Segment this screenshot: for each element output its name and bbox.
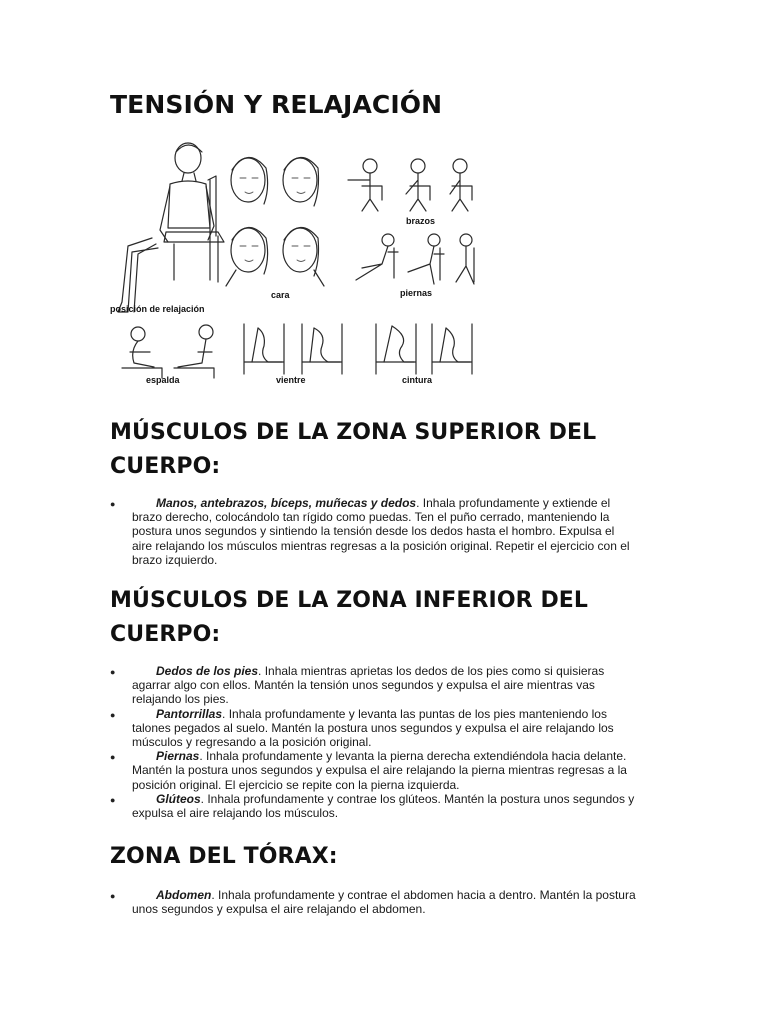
item-text: . Inhala profundamente y levanta la pierna derecha extendiéndola hacia delante. Mantén la postura unos segundos y expulsa el aire relajando la pierna mientras regresas a la posición original. El ejercicio se repite con la pierna izquierda. bbox=[132, 749, 627, 792]
item-term: Piernas bbox=[156, 749, 200, 764]
seated-woman-drawing bbox=[118, 143, 224, 312]
relaxation-illustration bbox=[108, 140, 480, 388]
list-item bbox=[110, 888, 636, 916]
section-heading-lower: MÚSCULOS DE LA ZONA INFERIOR DEL CUERPO: bbox=[110, 588, 589, 647]
label-vientre: vientre bbox=[276, 375, 306, 385]
label-cintura: cintura bbox=[402, 375, 433, 385]
bullet-icon: ● bbox=[110, 709, 116, 720]
bullet-icon: ● bbox=[110, 667, 116, 677]
section-heading-upper: MÚSCULOS DE LA ZONA SUPERIOR DEL CUERPO: bbox=[110, 420, 597, 479]
item-term: Pantorrillas bbox=[156, 706, 223, 721]
bullet-icon: ● bbox=[110, 794, 116, 805]
relaxation-figure-svg bbox=[108, 140, 480, 388]
belly-drawings bbox=[244, 324, 342, 374]
lower-body-list bbox=[110, 664, 636, 820]
item-text: . Inhala profundamente y levanta las puntas de los pies manteniendo los talones pegados al suelo. Mantén la postura unos segundos y expulsa el aire relajando los músculos y regresando a la posición original. bbox=[132, 706, 614, 750]
item-term: Dedos de los pies bbox=[156, 664, 259, 678]
item-term: Manos, antebrazos, bíceps, muñecas y dedos bbox=[156, 496, 417, 510]
item-text: . Inhala profundamente y extiende el brazo derecho, colocándolo tan rígido como puedas. Ten el puño cerrado, manteniendo la postura unos segundos y sintiendo la tensión desde los dedos hasta el hombro. Expulsa el aire relajando los músculos mientras regresas a la posición original. Repetir el ejercicio con el brazo izquierdo. bbox=[132, 496, 630, 567]
list-item bbox=[110, 664, 636, 707]
list-item bbox=[110, 792, 636, 820]
label-cara: cara bbox=[271, 290, 290, 300]
bullet-icon: ● bbox=[110, 499, 116, 509]
list-item bbox=[110, 749, 636, 792]
item-term: Glúteos bbox=[156, 791, 201, 806]
item-text: . Inhala mientras aprietas los dedos de los pies como si quisieras agarrar algo con ellos. Mantén la tensión unos segundos y expulsa el aire mientras vas relajando los pies. bbox=[132, 664, 605, 707]
back-drawings bbox=[122, 325, 214, 378]
waist-drawings bbox=[376, 324, 472, 374]
arms-drawings bbox=[348, 159, 472, 211]
item-term: Abdomen bbox=[156, 888, 212, 902]
legs-drawings bbox=[356, 234, 474, 284]
label-brazos: brazos bbox=[406, 216, 436, 226]
item-text: . Inhala profundamente y contrae el abdomen hacia a dentro. Mantén la postura unos segundos y expulsa el aire relajando el abdomen. bbox=[132, 888, 636, 917]
upper-body-list bbox=[110, 496, 636, 567]
page-title: TENSIÓN Y RELAJACIÓN bbox=[110, 90, 443, 119]
bullet-icon: ● bbox=[110, 752, 116, 763]
item-text: . Inhala profundamente y contrae los glúteos. Mantén la postura unos segundos y expulsa el aire relajando los músculos. bbox=[132, 791, 635, 821]
label-espalda: espalda bbox=[146, 375, 180, 385]
list-item bbox=[110, 707, 636, 750]
list-item bbox=[110, 496, 636, 567]
section-heading-torax: ZONA DEL TÓRAX: bbox=[110, 844, 338, 869]
bullet-icon: ● bbox=[110, 891, 116, 901]
label-posicion: posición de relajación bbox=[110, 304, 205, 314]
torax-list bbox=[110, 888, 636, 916]
face-drawings bbox=[226, 157, 324, 286]
label-piernas: piernas bbox=[400, 288, 433, 298]
